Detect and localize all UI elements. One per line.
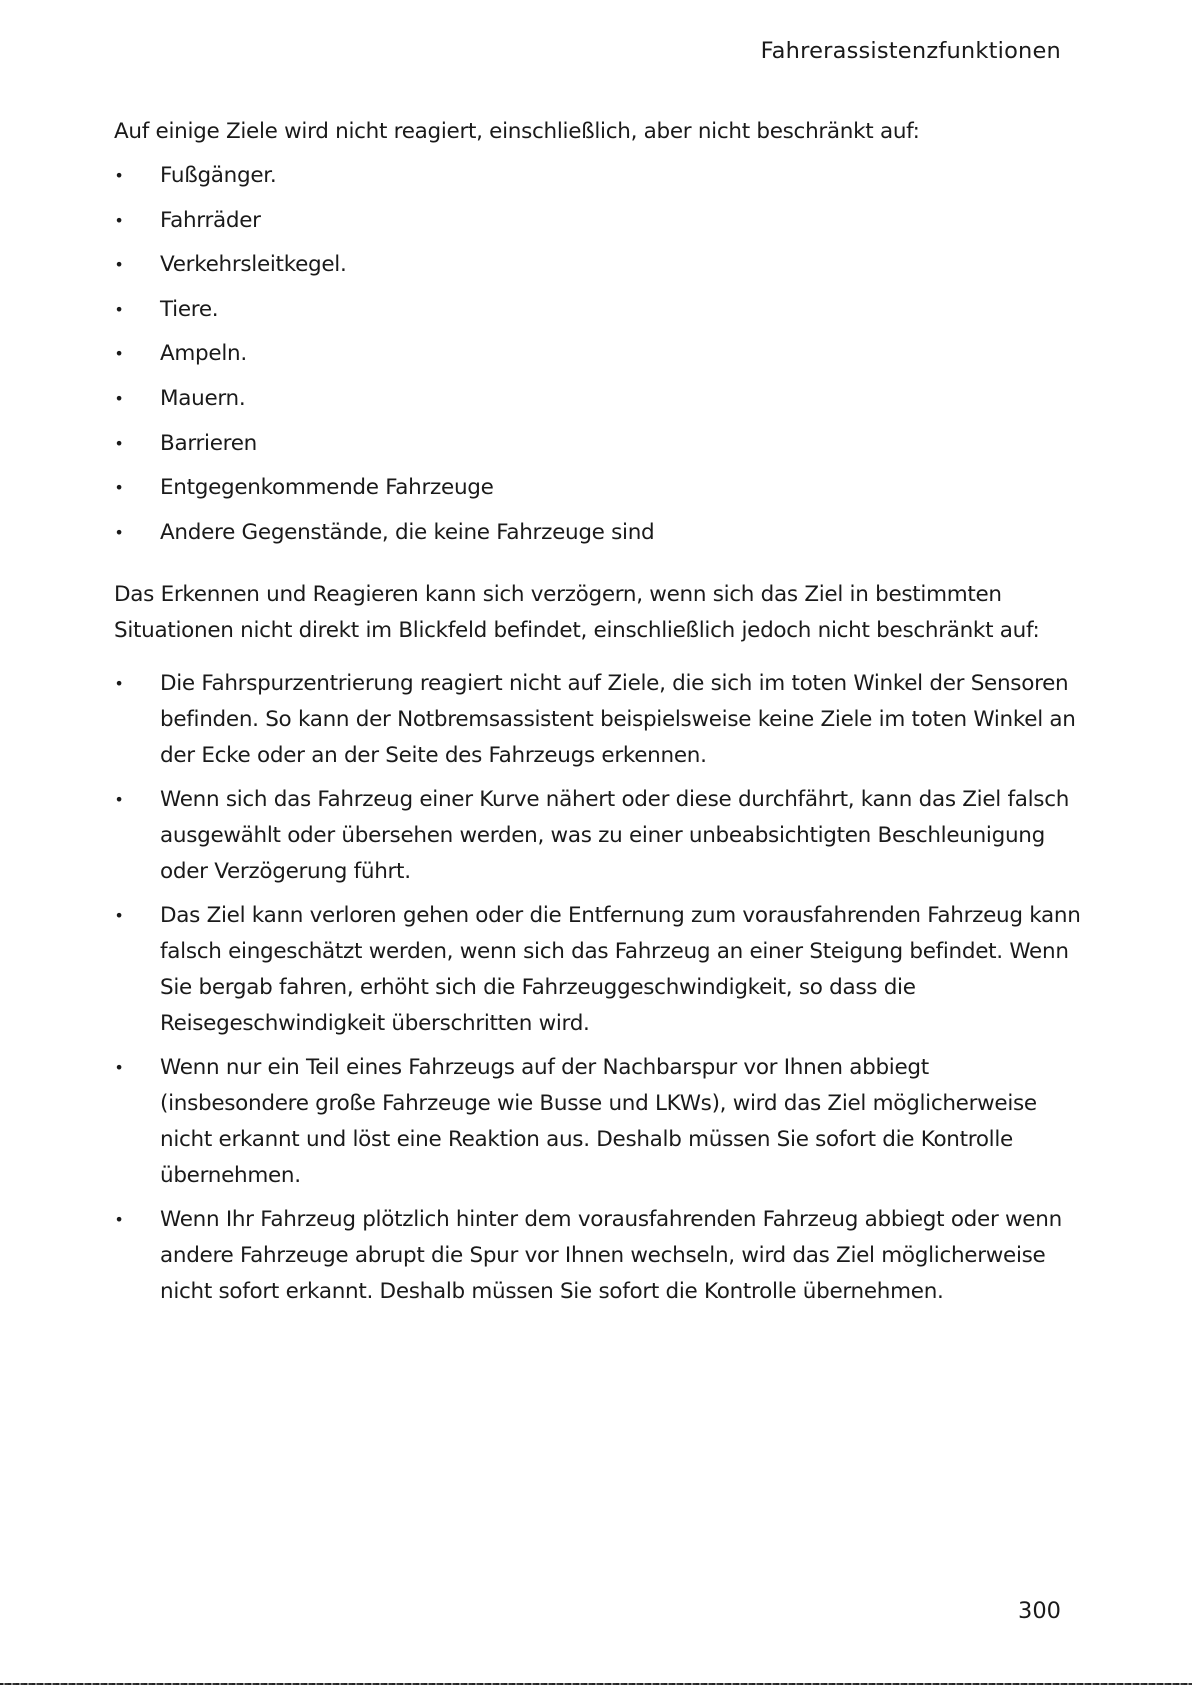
list-item-text: Fahrräder — [160, 207, 261, 233]
list-item — [114, 1202, 1084, 1310]
list-item — [114, 470, 1084, 506]
detection-delay-paragraph: Das Erkennen und Reagieren kann sich verzögern, wenn sich das Ziel in bestimmten Situationen nicht direkt im Blickfeld befindet, einschließlich jedoch nicht beschränkt auf: — [114, 581, 1040, 644]
list-item-text: Die Fahrspurzentrierung reagiert nicht auf Ziele, die sich im toten Winkel der Sensoren befinden. So kann der Notbremsassistent beispielsweise keine Ziele im toten Winkel an der Ecke oder an der Seite des Fahrzeugs erkennen. — [160, 670, 1076, 768]
list-item — [114, 666, 1084, 774]
list-item — [114, 336, 1084, 372]
running-header: Fahrerassistenzfunktionen — [760, 38, 1061, 64]
ignored-targets-list — [114, 158, 1084, 551]
bullet-icon: • — [114, 388, 124, 408]
list-item — [114, 247, 1084, 283]
situations-list — [114, 666, 1084, 1310]
bullet-icon: • — [114, 789, 124, 809]
list-item-text: Wenn Ihr Fahrzeug plötzlich hinter dem vorausfahrenden Fahrzeug abbiegt oder wenn andere Fahrzeuge abrupt die Spur vor Ihnen wechseln, wird das Ziel möglicherweise nicht sofort erkannt. Deshalb müssen Sie sofort die Kontrolle übernehmen. — [160, 1206, 1062, 1304]
page-number: 300 — [1018, 1598, 1061, 1624]
bullet-icon: • — [114, 673, 124, 693]
list-item-text: Wenn nur ein Teil eines Fahrzeugs auf der Nachbarspur vor Ihnen abbiegt (insbesondere große Fahrzeuge wie Busse und LKWs), wird das Ziel möglicherweise nicht erkannt und löst eine Reaktion aus. Deshalb müssen Sie sofort die Kontrolle übernehmen. — [160, 1054, 1037, 1188]
list-item-text: Ampeln. — [160, 341, 247, 367]
list-item-text: Mauern. — [160, 385, 246, 411]
list-item — [114, 426, 1084, 462]
list-item-text: Wenn sich das Fahrzeug einer Kurve nähert oder diese durchfährt, kann das Ziel falsch ausgewählt oder übersehen werden, was zu einer unbeabsichtigten Beschleunigung oder Verzögerung führt. — [160, 786, 1070, 884]
bullet-icon: • — [114, 299, 124, 319]
list-item — [114, 292, 1084, 328]
list-item-text: Tiere. — [160, 296, 219, 322]
list-item-text: Barrieren — [160, 430, 257, 456]
bullet-icon: • — [114, 344, 124, 364]
list-item — [114, 381, 1084, 417]
list-item-text: Entgegenkommende Fahrzeuge — [160, 475, 494, 501]
bullet-icon: • — [114, 905, 124, 925]
bullet-icon: • — [114, 1209, 124, 1229]
list-item — [114, 158, 1084, 194]
bullet-icon: • — [114, 1057, 124, 1077]
list-item — [114, 203, 1084, 239]
bullet-icon: • — [114, 522, 124, 542]
intro-paragraph: Auf einige Ziele wird nicht reagiert, einschließlich, aber nicht beschränkt auf: — [114, 119, 920, 144]
list-item-text: Fußgänger. — [160, 163, 277, 188]
list-item-text: Das Ziel kann verloren gehen oder die Entfernung zum vorausfahrenden Fahrzeug kann falsch eingeschätzt werden, wenn sich das Fahrzeug an einer Steigung befindet. Wenn Sie bergab fahren, erhöht sich die Fahrzeuggeschwindigkeit, so dass die Reisegeschwindigkeit überschritten wird. — [160, 902, 1081, 1036]
bullet-icon: • — [114, 255, 124, 275]
page-content — [114, 114, 1084, 1318]
list-item — [114, 1050, 1084, 1194]
list-item — [114, 898, 1084, 1042]
bullet-icon: • — [114, 478, 124, 498]
list-item — [114, 515, 1084, 551]
list-item-text: Verkehrsleitkegel. — [160, 252, 347, 278]
bullet-icon: • — [114, 166, 124, 185]
bullet-icon: • — [114, 433, 124, 453]
list-item — [114, 782, 1084, 890]
bullet-icon: • — [114, 210, 124, 230]
list-item-text: Andere Gegenstände, die keine Fahrzeuge sind — [160, 519, 655, 545]
